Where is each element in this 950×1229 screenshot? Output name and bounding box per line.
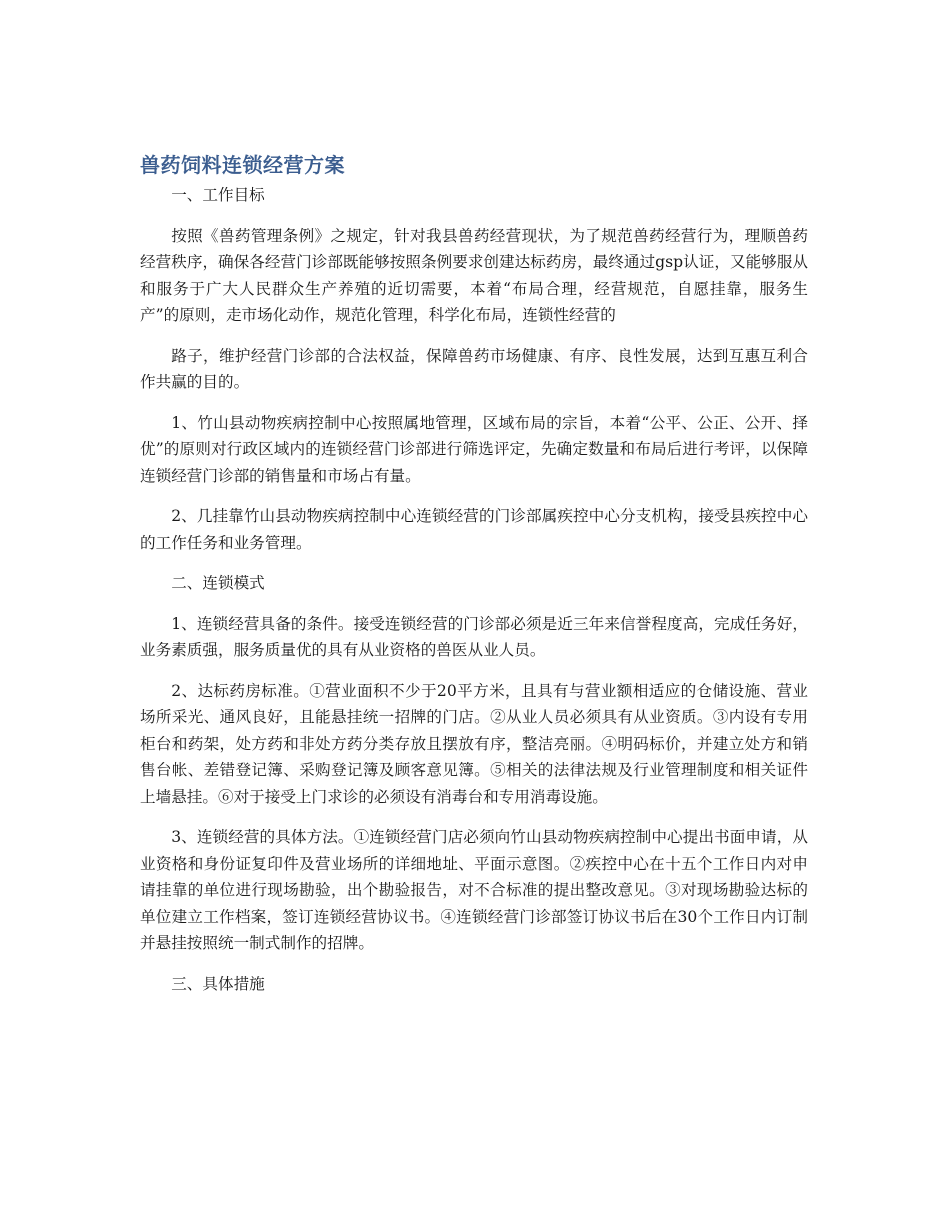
paragraph-chain-conditions: 1、连锁经营具备的条件。接受连锁经营的门诊部必须是近三年来信誉程度高，完成任务好，业务素质强，服务质量优的具有从业资格的兽医从业人员。	[140, 614, 808, 659]
section-heading-measures: 三、具体措施	[171, 974, 265, 993]
paragraph-chain-methods: 3、连锁经营的具体方法。①连锁经营门店必须向竹山县动物疾病控制中心提出书面申请，从业资格和身份证复印件及营业场所的详细地址、平面示意图。②疾控中心在十五个工作日内对申请挂靠的单位进行现场勘验，出个勘验报告，对不合标准的提出整改意见。③对现场勘验达标的单位建立工作档案，签订连锁经营协议书。④连锁经营门诊部签订协议书后在30个工作日内订制并悬挂按照统一制式制作的招牌。	[140, 828, 808, 952]
paragraph-item-1-territorial: 1、竹山县动物疾病控制中心按照属地管理，区域布局的宗旨，本着“公平、公正、公开、择优”的原则对行政区域内的连锁经营门诊部进行筛选评定，先确定数量和布局后进行考评，以保障连锁经营门诊部的销售量和市场占有量。	[140, 413, 808, 485]
paragraph-item-2-branch: 2、几挂靠竹山县动物疾病控制中心连锁经营的门诊部属疾控中心分支机构，接受县疾控中心的工作任务和业务管理。	[140, 507, 808, 552]
section-heading-goals: 一、工作目标	[171, 186, 265, 204]
paragraph-regulation-intro: 按照《兽药管理条例》之规定，针对我县兽药经营现状，为了规范兽药经营行为，理顺兽药经营秩序，确保各经营门诊部既能够按照条例要求创建达标药房，最终通过gsp认证，又能够服从和服务于广大人民群众生产养殖的近切需要，本着“布局合理，经营规范，自愿挂靠，服务生产”的原则，走市场化动作，规范化管理，科学化布局，连锁性经营的	[140, 226, 808, 324]
paragraph-regulation-continued: 路子，维护经营门诊部的合法权益，保障兽药市场健康、有序、良性发展，达到互惠互利合作共赢的目的。	[140, 346, 808, 391]
paragraph-pharmacy-standards: 2、达标药房标准。①营业面积不少于20平方米，且具有与营业额相适应的仓储设施、营业场所采光、通风良好，且能悬挂统一招牌的门店。②从业人员必须具有从业资质。③内设有专用柜台和药架，处方药和非处方药分类存放且摆放有序，整洁亮丽。④明码标价，并建立处方和销售台帐、差错登记簿、采购登记簿及顾客意见簿。⑤相关的法律法规及行业管理制度和相关证件上墙悬挂。⑥对于接受上门求诊的必须设有消毒台和专用消毒设施。	[140, 681, 808, 806]
document-page	[140, 150, 808, 1011]
section-heading-chain-model: 二、连锁模式	[171, 574, 265, 592]
document-title: 兽药饲料连锁经营方案	[140, 153, 345, 177]
